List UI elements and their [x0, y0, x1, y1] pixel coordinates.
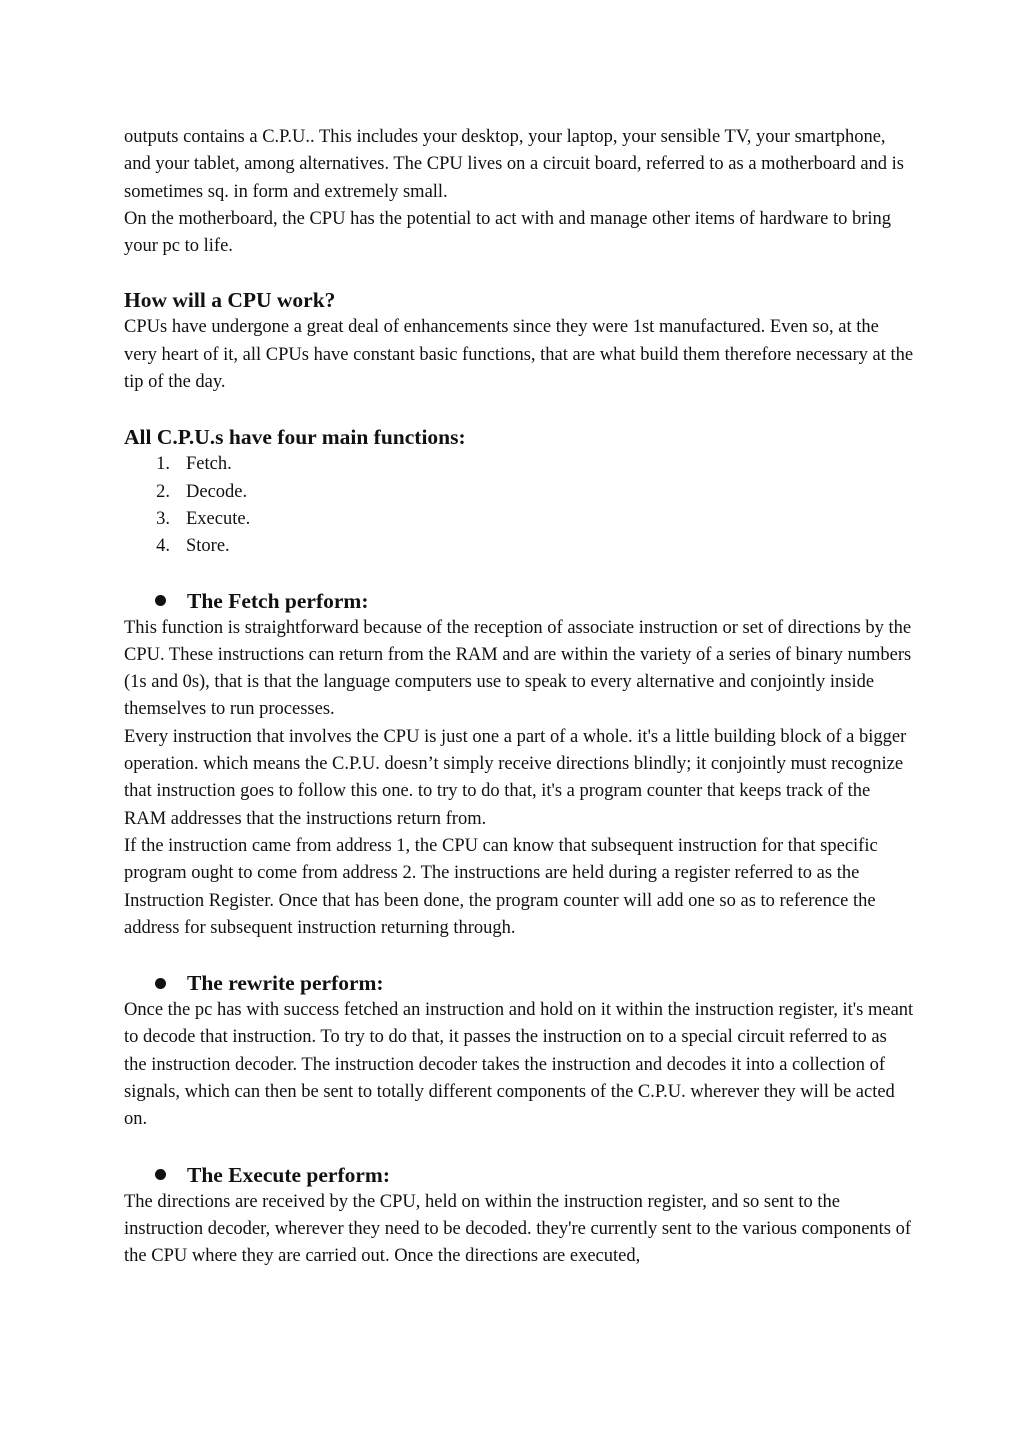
rewrite-heading [124, 969, 914, 997]
list-item [124, 533, 914, 560]
fetch-paragraph-3: If the instruction came from address 1, the CPU can know that subsequent instruction for that specific program ought to come from address 2. The instructions are held during a register referred to as the Instruction Register. Once that has been done, the program counter will add one so as to reference the address for subsequent instruction returning through. [124, 835, 878, 938]
execute-paragraph: The directions are received by the CPU, held on within the instruction register, and so sent to the instruction decoder, wherever they need to be decoded. they're currently sent to the various components of the CPU where they are carried out. Once the directions are executed, [124, 1191, 912, 1267]
list-item-label: Store. [186, 536, 230, 557]
list-item-label: Decode. [186, 481, 248, 502]
rewrite-paragraph: Once the pc has with success fetched an instruction and hold on it within the instruction register, it's meant to decode that instruction. To try to do that, it passes the instruction on to a special circuit referred to as the instruction decoder. The instruction decoder takes the instruction and decodes it into a collection of signals, which can then be sent to totally different components of the C.P.U. wherever they will be acted on. [124, 1000, 914, 1130]
fetch-heading-text: The Fetch perform: [187, 588, 369, 613]
how-cpu-works-paragraph: CPUs have undergone a great deal of enhancements since they were 1st manufactured. Even so, at the very heart of it, all CPUs have constant basic functions, that are what build them therefore necessary at the tip of the day. [124, 317, 914, 393]
list-item-number: 4. [156, 536, 170, 557]
list-item [124, 451, 914, 478]
functions-list [124, 451, 914, 560]
rewrite-heading-text: The rewrite perform: [187, 971, 384, 996]
list-item-label: Fetch. [186, 454, 232, 475]
intro-paragraph-1: outputs contains a C.P.U.. This includes your desktop, your laptop, your sensible TV, your smartphone, and your tablet, among alternatives. The CPU lives on a circuit board, referred to as a motherboard and is sometimes sq. in form and extremely small. [124, 127, 905, 202]
how-cpu-works-heading: How will a CPU work? [124, 288, 336, 313]
fetch-paragraph-2: Every instruction that involves the CPU is just one a part of a whole. it's a little building block of a bigger operation. which means the C.P.U. doesn’t simply receive directions blindly; it conjointly must recognize that instruction goes to follow this one. to try to do that, it's a program counter that keeps track of the RAM addresses that the instructions return from. [124, 726, 907, 829]
list-item [124, 506, 914, 533]
functions-heading: All C.P.U.s have four main functions: [124, 425, 466, 450]
list-item-number: 3. [156, 508, 170, 529]
list-item [124, 479, 914, 506]
bullet-icon [155, 595, 166, 606]
bullet-icon [155, 1169, 166, 1180]
list-item-number: 2. [156, 481, 170, 502]
bullet-icon [155, 978, 166, 989]
document-page [124, 124, 914, 1271]
fetch-paragraph-1: This function is straightforward because of the reception of associate instruction or set of directions by the CPU. These instructions can return from the RAM and are within the variety of a series of binary numbers (1s and 0s), that is that the language computers use to speak to every alternative and conjointly inside themselves to run processes. [124, 617, 912, 720]
intro-paragraph-2: On the motherboard, the CPU has the potential to act with and manage other items of hardware to bring your pc to life. [124, 208, 892, 257]
execute-heading [124, 1161, 914, 1189]
execute-heading-text: The Execute perform: [187, 1162, 390, 1187]
fetch-heading [124, 587, 914, 615]
list-item-label: Execute. [186, 508, 251, 529]
list-item-number: 1. [156, 454, 170, 475]
